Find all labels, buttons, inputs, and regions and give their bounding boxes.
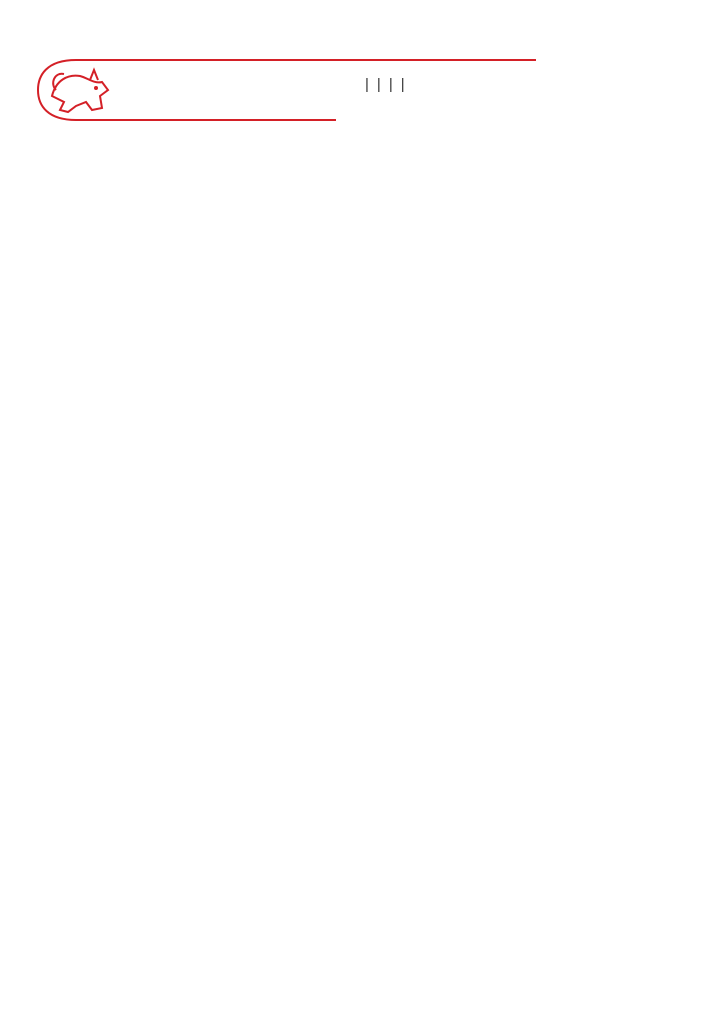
brand-logo-outline bbox=[36, 58, 536, 122]
category-nav: | | | | bbox=[365, 76, 405, 93]
document-body bbox=[60, 345, 646, 407]
lion-emblem-icon bbox=[52, 70, 108, 112]
company-info bbox=[361, 128, 367, 151]
